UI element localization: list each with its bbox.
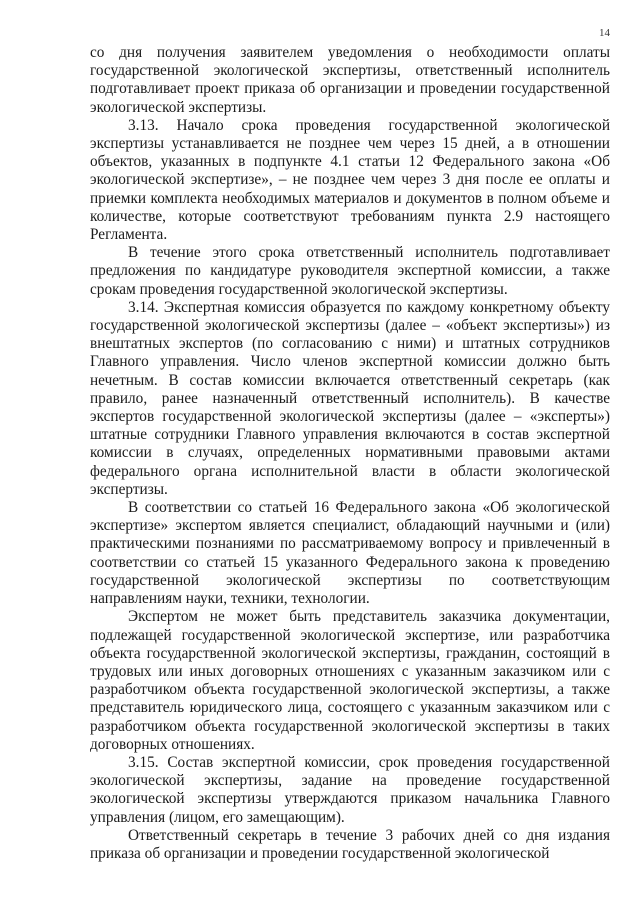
paragraph-3-14: 3.14. Экспертная комиссия образуется по каждому конкретному объекту государственной экологической экспертизы (далее – «объект экспертизы») из внештатных экспертов (по согласованию с ними) и штатных сотрудников Главного управления. Число членов экспертной комиссии должно быть нечетным. В состав комиссии включается ответственный секретарь (как правило, ранее назначенный ответственный исполнитель). В качестве экспертов государственной экологической экспертизы (далее – «эксперты») штатные сотрудники Главного управления включаются в состав экспертной комиссии в случаях, определенных нормативными правовыми актами федерального органа исполнительной власти в области экологической экспертизы.	[90, 298, 610, 498]
paragraph-3-14-expert-definition: В соответствии со статьей 16 Федерального закона «Об экологической экспертизе» экспертом является специалист, обладающий научными и (или) практическими познаниями по рассматриваемому вопросу и привлеченный в соответствии со статьей 15 указанного Федерального закона к проведению государственной экологической экспертизы по соответствующим направлениям науки, техники, технологии.	[90, 499, 610, 608]
paragraph-continuation: со дня получения заявителем уведомления о необходимости оплаты государственной экологической экспертизы, ответственный исполнитель подготавливает проект приказа об организации и проведении государственной экологической экспертизы.	[90, 44, 610, 116]
document-body	[90, 44, 610, 863]
paragraph-3-15: 3.15. Состав экспертной комиссии, срок проведения государственной экологической экспертизы, задание на проведение государственной экологической экспертизы утверждаются приказом начальника Главного управления (лицом, его замещающим).	[90, 753, 610, 826]
paragraph-3-13-term: В течение этого срока ответственный исполнитель подготавливает предложения по кандидатуре руководителя экспертной комиссии, а также срокам проведения государственной экологической экспертизы.	[90, 244, 610, 298]
paragraph-3-13: 3.13. Начало срока проведения государственной экологической экспертизы устанавливается не позднее чем через 15 дней, а в отношении объектов, указанных в подпункте 4.1 статьи 12 Федерального закона «Об экологической экспертизе», – не позднее чем через 3 дня после ее оплаты и приемки комплекта необходимых материалов и документов в полном объеме и количестве, которые соответствуют требованиям пункта 2.9 настоящего Регламента.	[90, 116, 610, 244]
paragraph-3-15-secretary: Ответственный секретарь в течение 3 рабочих дней со дня издания приказа об организации и проведении государственной экологической	[90, 826, 610, 862]
paragraph-3-14-expert-restrictions: Экспертом не может быть представитель заказчика документации, подлежащей государственной экологической экспертизе, или разработчика объекта государственной экологической экспертизы, гражданин, состоящий в трудовых или иных договорных отношениях с указанным заказчиком или с разработчиком объекта государственной экологической экспертизы, а также представитель юридического лица, состоящего с указанным заказчиком или с разработчиком объекта государственной экологической экспертизы в таких договорных отношениях.	[90, 608, 610, 753]
page-number: 14	[599, 27, 610, 39]
